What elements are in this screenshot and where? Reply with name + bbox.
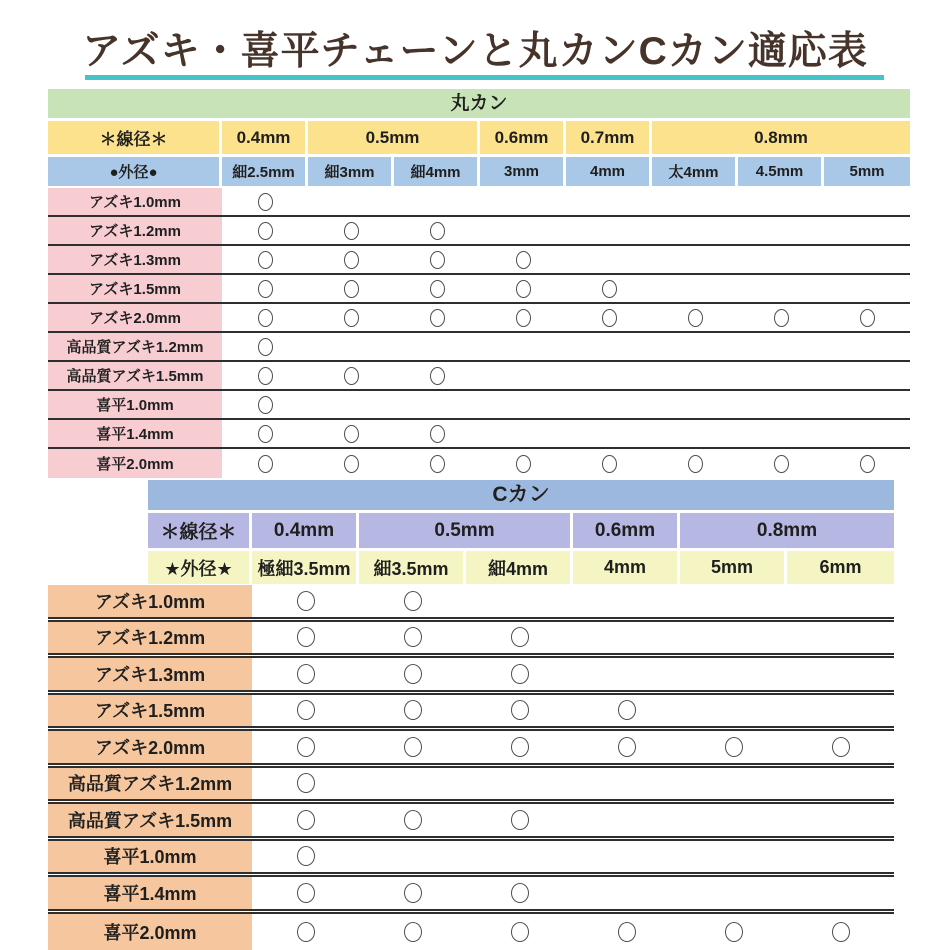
compat-cell bbox=[680, 877, 787, 909]
compat-cell bbox=[252, 731, 359, 763]
compat-cell bbox=[573, 914, 680, 950]
compat-cell bbox=[787, 658, 894, 690]
compat-circle-icon bbox=[258, 455, 273, 473]
compat-cell bbox=[573, 877, 680, 909]
outer-size-header: 細4mm bbox=[394, 157, 477, 186]
wire-size-header: 0.5mm bbox=[308, 121, 477, 154]
compat-circle-icon bbox=[516, 455, 531, 473]
compat-circle-icon bbox=[602, 455, 617, 473]
compat-circle-icon bbox=[258, 338, 273, 356]
compat-cell bbox=[252, 768, 359, 800]
compat-cell bbox=[466, 768, 573, 800]
compat-circle-icon bbox=[516, 280, 531, 298]
compat-cell bbox=[480, 217, 566, 244]
compat-circle-icon bbox=[516, 251, 531, 269]
compat-cell bbox=[566, 304, 652, 331]
compat-circle-icon bbox=[258, 193, 273, 211]
compat-cell bbox=[394, 362, 480, 389]
compat-cell bbox=[824, 217, 910, 244]
compat-cell bbox=[738, 420, 824, 447]
compat-cell bbox=[787, 914, 894, 950]
compat-cell bbox=[394, 449, 480, 478]
compat-cell bbox=[566, 275, 652, 302]
compat-cell bbox=[359, 877, 466, 909]
compat-cell bbox=[252, 695, 359, 727]
compat-cell bbox=[359, 585, 466, 617]
compat-circle-icon bbox=[860, 309, 875, 327]
table-row bbox=[48, 804, 894, 841]
compat-circle-icon bbox=[297, 883, 315, 903]
compat-cell bbox=[652, 333, 738, 360]
compat-cell bbox=[394, 420, 480, 447]
compat-cell bbox=[308, 449, 394, 478]
compat-cell bbox=[359, 658, 466, 690]
outer-size-header: 5mm bbox=[824, 157, 910, 186]
compat-circle-icon bbox=[404, 700, 422, 720]
compat-cell bbox=[252, 622, 359, 654]
compat-cell bbox=[573, 658, 680, 690]
compat-cell bbox=[680, 585, 787, 617]
compat-cell bbox=[680, 731, 787, 763]
compat-cell bbox=[824, 333, 910, 360]
compat-circle-icon bbox=[618, 737, 636, 757]
compat-cell bbox=[480, 333, 566, 360]
compat-cell bbox=[222, 304, 308, 331]
row-label: アズキ1.0mm bbox=[48, 188, 222, 215]
compat-circle-icon bbox=[511, 627, 529, 647]
wire-diameter-label: ＊線径＊ bbox=[48, 121, 219, 154]
compat-cell bbox=[787, 731, 894, 763]
outer-size-header: 4mm bbox=[566, 157, 649, 186]
compat-circle-icon bbox=[725, 922, 743, 942]
compat-cell bbox=[480, 275, 566, 302]
compat-cell bbox=[359, 914, 466, 950]
compat-cell bbox=[824, 246, 910, 273]
compat-cell bbox=[394, 333, 480, 360]
row-label: アズキ1.2mm bbox=[48, 217, 222, 244]
compat-cell bbox=[252, 841, 359, 873]
marukan-table-title: 丸カン bbox=[48, 89, 910, 118]
compat-cell bbox=[252, 658, 359, 690]
compat-cell bbox=[787, 841, 894, 873]
compat-circle-icon bbox=[430, 309, 445, 327]
table-row bbox=[48, 658, 894, 695]
marukan-data-rows bbox=[48, 188, 910, 478]
compat-cell bbox=[738, 246, 824, 273]
compat-cell bbox=[359, 804, 466, 836]
compat-cell bbox=[652, 449, 738, 478]
compat-circle-icon bbox=[725, 737, 743, 757]
outer-size-header: 細3.5mm bbox=[359, 551, 463, 584]
compat-cell bbox=[652, 391, 738, 418]
compat-cell bbox=[824, 188, 910, 215]
compat-cell bbox=[566, 188, 652, 215]
compat-cell bbox=[222, 246, 308, 273]
ckan-outer-diameter-row bbox=[148, 551, 894, 584]
compat-cell bbox=[222, 188, 308, 215]
wire-size-header: 0.7mm bbox=[566, 121, 649, 154]
compat-circle-icon bbox=[404, 810, 422, 830]
compat-cell bbox=[573, 585, 680, 617]
table-row bbox=[48, 333, 910, 362]
compat-cell bbox=[252, 877, 359, 909]
compat-cell bbox=[652, 275, 738, 302]
compat-cell bbox=[308, 217, 394, 244]
table-row bbox=[48, 695, 894, 732]
compat-cell bbox=[222, 275, 308, 302]
compat-cell bbox=[308, 275, 394, 302]
row-label: 高品質アズキ1.5mm bbox=[48, 804, 252, 836]
table-row bbox=[48, 188, 910, 217]
compat-cell bbox=[308, 188, 394, 215]
compat-cell bbox=[573, 695, 680, 727]
compat-circle-icon bbox=[404, 922, 422, 942]
compat-circle-icon bbox=[344, 367, 359, 385]
compat-cell bbox=[308, 362, 394, 389]
compat-cell bbox=[738, 391, 824, 418]
compat-circle-icon bbox=[618, 700, 636, 720]
compat-cell bbox=[480, 362, 566, 389]
compat-cell bbox=[738, 188, 824, 215]
compat-cell bbox=[359, 841, 466, 873]
compat-cell bbox=[480, 391, 566, 418]
compat-cell bbox=[466, 585, 573, 617]
compat-circle-icon bbox=[430, 280, 445, 298]
compat-circle-icon bbox=[404, 591, 422, 611]
compat-cell bbox=[738, 275, 824, 302]
row-label: アズキ2.0mm bbox=[48, 304, 222, 331]
table-row bbox=[48, 731, 894, 768]
row-label: 喜平1.0mm bbox=[48, 841, 252, 873]
compat-cell bbox=[787, 804, 894, 836]
compat-circle-icon bbox=[297, 810, 315, 830]
compat-circle-icon bbox=[297, 773, 315, 793]
compat-circle-icon bbox=[430, 367, 445, 385]
compat-cell bbox=[652, 217, 738, 244]
compat-cell bbox=[222, 420, 308, 447]
compat-circle-icon bbox=[688, 455, 703, 473]
row-label: アズキ1.5mm bbox=[48, 275, 222, 302]
compat-cell bbox=[308, 304, 394, 331]
compat-circle-icon bbox=[344, 309, 359, 327]
compat-cell bbox=[787, 622, 894, 654]
compat-cell bbox=[566, 217, 652, 244]
title-underline bbox=[85, 75, 884, 80]
compat-circle-icon bbox=[344, 251, 359, 269]
compat-cell bbox=[787, 695, 894, 727]
compat-circle-icon bbox=[258, 309, 273, 327]
compat-circle-icon bbox=[430, 455, 445, 473]
compat-circle-icon bbox=[258, 222, 273, 240]
compat-cell bbox=[652, 304, 738, 331]
ckan-wire-diameter-row bbox=[148, 513, 894, 548]
table-row bbox=[48, 622, 894, 659]
compat-circle-icon bbox=[832, 737, 850, 757]
table-row bbox=[48, 246, 910, 275]
wire-size-header: 0.8mm bbox=[652, 121, 910, 154]
compat-circle-icon bbox=[511, 922, 529, 942]
compat-circle-icon bbox=[618, 922, 636, 942]
compat-circle-icon bbox=[258, 280, 273, 298]
compat-cell bbox=[394, 304, 480, 331]
compat-cell bbox=[394, 188, 480, 215]
compat-circle-icon bbox=[774, 309, 789, 327]
outer-size-header: 6mm bbox=[787, 551, 894, 584]
compat-cell bbox=[738, 304, 824, 331]
table-row bbox=[48, 877, 894, 914]
ckan-table-title: Cカン bbox=[148, 480, 894, 510]
compat-cell bbox=[566, 362, 652, 389]
compat-cell bbox=[566, 449, 652, 478]
compat-circle-icon bbox=[516, 309, 531, 327]
compat-cell bbox=[738, 362, 824, 389]
compat-circle-icon bbox=[404, 737, 422, 757]
compat-cell bbox=[252, 804, 359, 836]
ckan-data-rows bbox=[48, 585, 894, 950]
compat-circle-icon bbox=[344, 425, 359, 443]
compat-circle-icon bbox=[344, 455, 359, 473]
row-label: 喜平1.4mm bbox=[48, 877, 252, 909]
compat-cell bbox=[680, 658, 787, 690]
compat-circle-icon bbox=[511, 700, 529, 720]
compat-cell bbox=[680, 914, 787, 950]
compat-cell bbox=[480, 420, 566, 447]
row-label: 喜平1.4mm bbox=[48, 420, 222, 447]
compat-circle-icon bbox=[297, 737, 315, 757]
compat-circle-icon bbox=[258, 425, 273, 443]
compat-cell bbox=[573, 768, 680, 800]
compat-cell bbox=[466, 695, 573, 727]
outer-diameter-label: ★外径★ bbox=[148, 551, 249, 584]
compat-circle-icon bbox=[511, 810, 529, 830]
compat-cell bbox=[787, 768, 894, 800]
row-label: アズキ2.0mm bbox=[48, 731, 252, 763]
compat-circle-icon bbox=[688, 309, 703, 327]
compat-cell bbox=[680, 768, 787, 800]
compat-cell bbox=[359, 695, 466, 727]
compat-cell bbox=[466, 914, 573, 950]
row-label: アズキ1.5mm bbox=[48, 695, 252, 727]
compat-cell bbox=[252, 914, 359, 950]
compat-cell bbox=[787, 585, 894, 617]
row-label: 喜平2.0mm bbox=[48, 449, 222, 478]
marukan-wire-diameter-row bbox=[48, 121, 910, 154]
compat-cell bbox=[394, 246, 480, 273]
compat-cell bbox=[652, 188, 738, 215]
compat-cell bbox=[680, 622, 787, 654]
compat-circle-icon bbox=[511, 664, 529, 684]
compat-circle-icon bbox=[860, 455, 875, 473]
compat-circle-icon bbox=[344, 222, 359, 240]
compat-circle-icon bbox=[297, 846, 315, 866]
compat-cell bbox=[308, 420, 394, 447]
compat-cell bbox=[466, 731, 573, 763]
compat-circle-icon bbox=[511, 883, 529, 903]
compat-cell bbox=[824, 362, 910, 389]
row-label: 喜平1.0mm bbox=[48, 391, 222, 418]
compat-circle-icon bbox=[297, 664, 315, 684]
compat-cell bbox=[480, 188, 566, 215]
compat-cell bbox=[252, 585, 359, 617]
compat-circle-icon bbox=[430, 251, 445, 269]
compat-circle-icon bbox=[832, 922, 850, 942]
compat-cell bbox=[308, 333, 394, 360]
outer-size-header: 5mm bbox=[680, 551, 784, 584]
compat-cell bbox=[466, 622, 573, 654]
compat-cell bbox=[359, 622, 466, 654]
compat-cell bbox=[652, 246, 738, 273]
compat-circle-icon bbox=[297, 922, 315, 942]
compat-circle-icon bbox=[430, 222, 445, 240]
row-label: 高品質アズキ1.5mm bbox=[48, 362, 222, 389]
compat-cell bbox=[573, 841, 680, 873]
compat-cell bbox=[466, 658, 573, 690]
compat-cell bbox=[680, 695, 787, 727]
row-label: アズキ1.2mm bbox=[48, 622, 252, 654]
compat-cell bbox=[480, 449, 566, 478]
compat-cell bbox=[222, 362, 308, 389]
compat-cell bbox=[480, 246, 566, 273]
row-label: アズキ1.0mm bbox=[48, 585, 252, 617]
compat-cell bbox=[738, 333, 824, 360]
compat-cell bbox=[359, 731, 466, 763]
outer-size-header: 4mm bbox=[573, 551, 677, 584]
compat-cell bbox=[573, 622, 680, 654]
compat-cell bbox=[573, 731, 680, 763]
compat-cell bbox=[480, 304, 566, 331]
outer-size-header: 太4mm bbox=[652, 157, 735, 186]
compat-cell bbox=[824, 391, 910, 418]
compat-circle-icon bbox=[602, 309, 617, 327]
compat-cell bbox=[394, 391, 480, 418]
table-row bbox=[48, 420, 910, 449]
compat-circle-icon bbox=[404, 664, 422, 684]
row-label: アズキ1.3mm bbox=[48, 246, 222, 273]
compat-cell bbox=[824, 304, 910, 331]
compat-cell bbox=[738, 449, 824, 478]
compat-cell bbox=[394, 217, 480, 244]
row-label: アズキ1.3mm bbox=[48, 658, 252, 690]
marukan-table bbox=[48, 89, 910, 478]
table-row bbox=[48, 304, 910, 333]
compat-cell bbox=[680, 804, 787, 836]
compat-cell bbox=[824, 275, 910, 302]
wire-size-header: 0.6mm bbox=[573, 513, 677, 548]
compat-cell bbox=[824, 449, 910, 478]
table-row bbox=[48, 585, 894, 622]
outer-size-header: 細4mm bbox=[466, 551, 570, 584]
compat-circle-icon bbox=[297, 627, 315, 647]
wire-size-header: 0.5mm bbox=[359, 513, 570, 548]
table-row bbox=[48, 841, 894, 878]
compat-cell bbox=[573, 804, 680, 836]
marukan-outer-diameter-row bbox=[48, 157, 910, 186]
wire-size-header: 0.6mm bbox=[480, 121, 563, 154]
compat-cell bbox=[566, 391, 652, 418]
compat-circle-icon bbox=[297, 700, 315, 720]
page-title: アズキ・喜平チェーンと丸カンCカン適応表 bbox=[82, 30, 868, 73]
row-label: 喜平2.0mm bbox=[48, 914, 252, 950]
compat-cell bbox=[308, 391, 394, 418]
compat-cell bbox=[824, 420, 910, 447]
table-row bbox=[48, 391, 910, 420]
compat-circle-icon bbox=[258, 396, 273, 414]
ckan-table-header bbox=[148, 480, 894, 584]
compat-cell bbox=[566, 420, 652, 447]
compat-circle-icon bbox=[404, 627, 422, 647]
compat-cell bbox=[566, 333, 652, 360]
wire-size-header: 0.8mm bbox=[680, 513, 894, 548]
compat-cell bbox=[308, 246, 394, 273]
table-row bbox=[48, 217, 910, 246]
compat-circle-icon bbox=[297, 591, 315, 611]
outer-size-header: 細3mm bbox=[308, 157, 391, 186]
compat-cell bbox=[566, 246, 652, 273]
outer-diameter-label: ●外径● bbox=[48, 157, 219, 186]
outer-size-header: 極細3.5mm bbox=[252, 551, 356, 584]
table-row bbox=[48, 768, 894, 805]
compat-circle-icon bbox=[344, 280, 359, 298]
wire-size-header: 0.4mm bbox=[252, 513, 356, 548]
outer-size-header: 4.5mm bbox=[738, 157, 821, 186]
compat-cell bbox=[738, 217, 824, 244]
compat-cell bbox=[652, 420, 738, 447]
compat-circle-icon bbox=[602, 280, 617, 298]
compat-cell bbox=[652, 362, 738, 389]
table-row bbox=[48, 449, 910, 478]
compat-cell bbox=[466, 841, 573, 873]
wire-diameter-label: ＊線径＊ bbox=[148, 513, 249, 548]
compat-cell bbox=[466, 804, 573, 836]
compat-circle-icon bbox=[430, 425, 445, 443]
row-label: 高品質アズキ1.2mm bbox=[48, 768, 252, 800]
compat-cell bbox=[222, 333, 308, 360]
table-row bbox=[48, 362, 910, 391]
table-row bbox=[48, 914, 894, 950]
compat-circle-icon bbox=[511, 737, 529, 757]
outer-size-header: 3mm bbox=[480, 157, 563, 186]
compat-cell bbox=[222, 449, 308, 478]
row-label: 高品質アズキ1.2mm bbox=[48, 333, 222, 360]
compat-cell bbox=[466, 877, 573, 909]
compat-cell bbox=[787, 877, 894, 909]
compat-cell bbox=[680, 841, 787, 873]
compat-circle-icon bbox=[774, 455, 789, 473]
compat-circle-icon bbox=[404, 883, 422, 903]
compat-circle-icon bbox=[258, 251, 273, 269]
compat-cell bbox=[359, 768, 466, 800]
wire-size-header: 0.4mm bbox=[222, 121, 305, 154]
compat-cell bbox=[222, 391, 308, 418]
compat-cell bbox=[394, 275, 480, 302]
compat-circle-icon bbox=[258, 367, 273, 385]
table-row bbox=[48, 275, 910, 304]
compat-cell bbox=[222, 217, 308, 244]
outer-size-header: 細2.5mm bbox=[222, 157, 305, 186]
